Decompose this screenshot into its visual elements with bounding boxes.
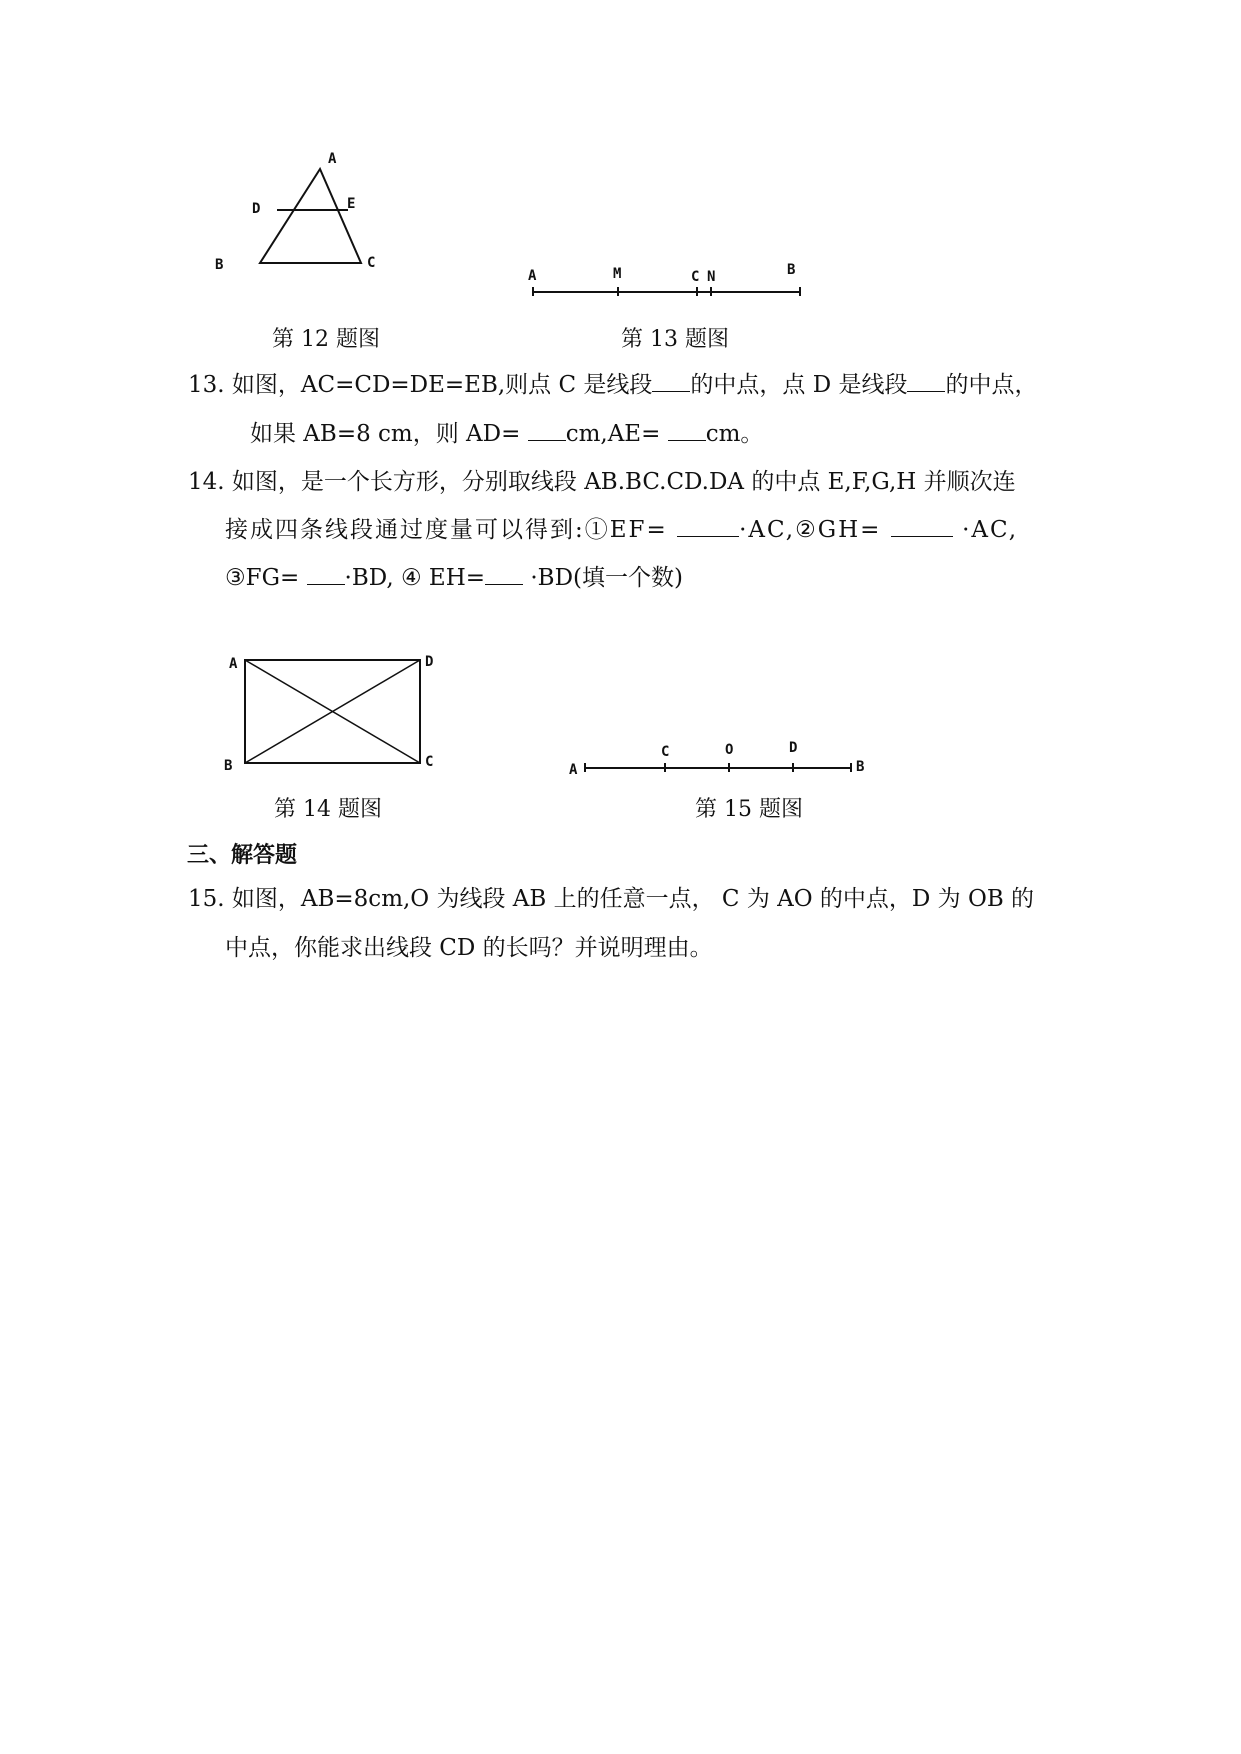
question-text: 如图，AB=8cm,O 为线段 AB 上的任意一点， C 为 AO 的中点，D 为 OB 的 bbox=[231, 886, 1035, 912]
question-text: 的中点， bbox=[945, 372, 1038, 398]
question-13-line-1 bbox=[188, 370, 1037, 400]
figure-13-caption: 第 13 题图 bbox=[621, 327, 729, 352]
question-number: 14. bbox=[188, 469, 225, 495]
triangle-abc bbox=[260, 169, 361, 263]
label-d: D bbox=[789, 740, 798, 756]
label-a: A bbox=[328, 151, 337, 167]
question-text: ③FG= bbox=[225, 565, 300, 591]
label-b: B bbox=[215, 257, 224, 273]
figure-14-caption: 第 14 题图 bbox=[274, 797, 382, 822]
label-o: O bbox=[725, 742, 734, 758]
label-e: E bbox=[347, 196, 356, 212]
label-b: B bbox=[224, 758, 233, 774]
figure-12-caption: 第 12 题图 bbox=[272, 327, 380, 352]
answer-blank[interactable] bbox=[307, 564, 345, 585]
figure-12-triangle bbox=[215, 151, 430, 305]
answer-blank[interactable] bbox=[652, 371, 690, 392]
question-text: 如图，是一个长方形，分别取线段 AB.BC.CD.DA 的中点 E,F,G,H 并顺次连 bbox=[231, 469, 1016, 495]
answer-blank[interactable] bbox=[891, 516, 953, 537]
label-c: C bbox=[661, 744, 670, 760]
label-c: C bbox=[367, 255, 376, 271]
label-d: D bbox=[425, 654, 434, 670]
question-text: ·AC,②GH= bbox=[739, 517, 882, 543]
question-text: cm。 bbox=[705, 421, 764, 447]
figure-15-caption: 第 15 题图 bbox=[695, 797, 803, 822]
question-text: 如图，AC=CD=DE=EB,则点 C 是线段 bbox=[231, 372, 653, 398]
label-n: N bbox=[707, 269, 716, 285]
label-c: C bbox=[425, 754, 434, 770]
question-text: 接成四条线段通过度量可以得到:①EF= bbox=[225, 517, 668, 543]
label-m: M bbox=[613, 266, 622, 282]
question-13-line-2 bbox=[250, 419, 763, 449]
label-d: D bbox=[252, 201, 261, 217]
label-a: A bbox=[229, 656, 238, 672]
question-text: ·AC, bbox=[962, 517, 1019, 543]
question-text: ·BD, ④ EH= bbox=[344, 565, 486, 591]
question-15-line-2 bbox=[225, 933, 713, 963]
answer-blank[interactable] bbox=[668, 420, 706, 441]
label-c: C bbox=[691, 269, 700, 285]
label-b: B bbox=[787, 262, 796, 278]
label-a: A bbox=[528, 268, 537, 284]
figure-13-segment bbox=[525, 258, 815, 308]
question-text: cm,AE= bbox=[565, 421, 661, 447]
section-heading: 三、解答题 bbox=[187, 843, 298, 868]
answer-blank[interactable] bbox=[528, 420, 566, 441]
label-b: B bbox=[856, 759, 865, 775]
question-text: ·BD(填一个数) bbox=[530, 565, 683, 591]
question-number: 13. bbox=[188, 372, 225, 398]
question-14-line-2 bbox=[225, 515, 1018, 545]
question-14-line-3 bbox=[225, 563, 683, 593]
question-text: 如果 AB=8 cm，则 AD= bbox=[250, 421, 521, 447]
question-15-line-1 bbox=[188, 884, 1034, 914]
question-14-line-1 bbox=[188, 467, 1016, 497]
figure-15-segment bbox=[568, 736, 878, 786]
label-a: A bbox=[569, 762, 578, 778]
answer-blank[interactable] bbox=[677, 516, 739, 537]
figure-14-rectangle bbox=[222, 654, 442, 779]
question-text: 的中点，点 D 是线段 bbox=[690, 372, 908, 398]
answer-blank[interactable] bbox=[907, 371, 945, 392]
question-text: 中点，你能求出线段 CD 的长吗？并说明理由。 bbox=[225, 935, 713, 961]
question-number: 15. bbox=[188, 886, 225, 912]
answer-blank[interactable] bbox=[485, 564, 523, 585]
